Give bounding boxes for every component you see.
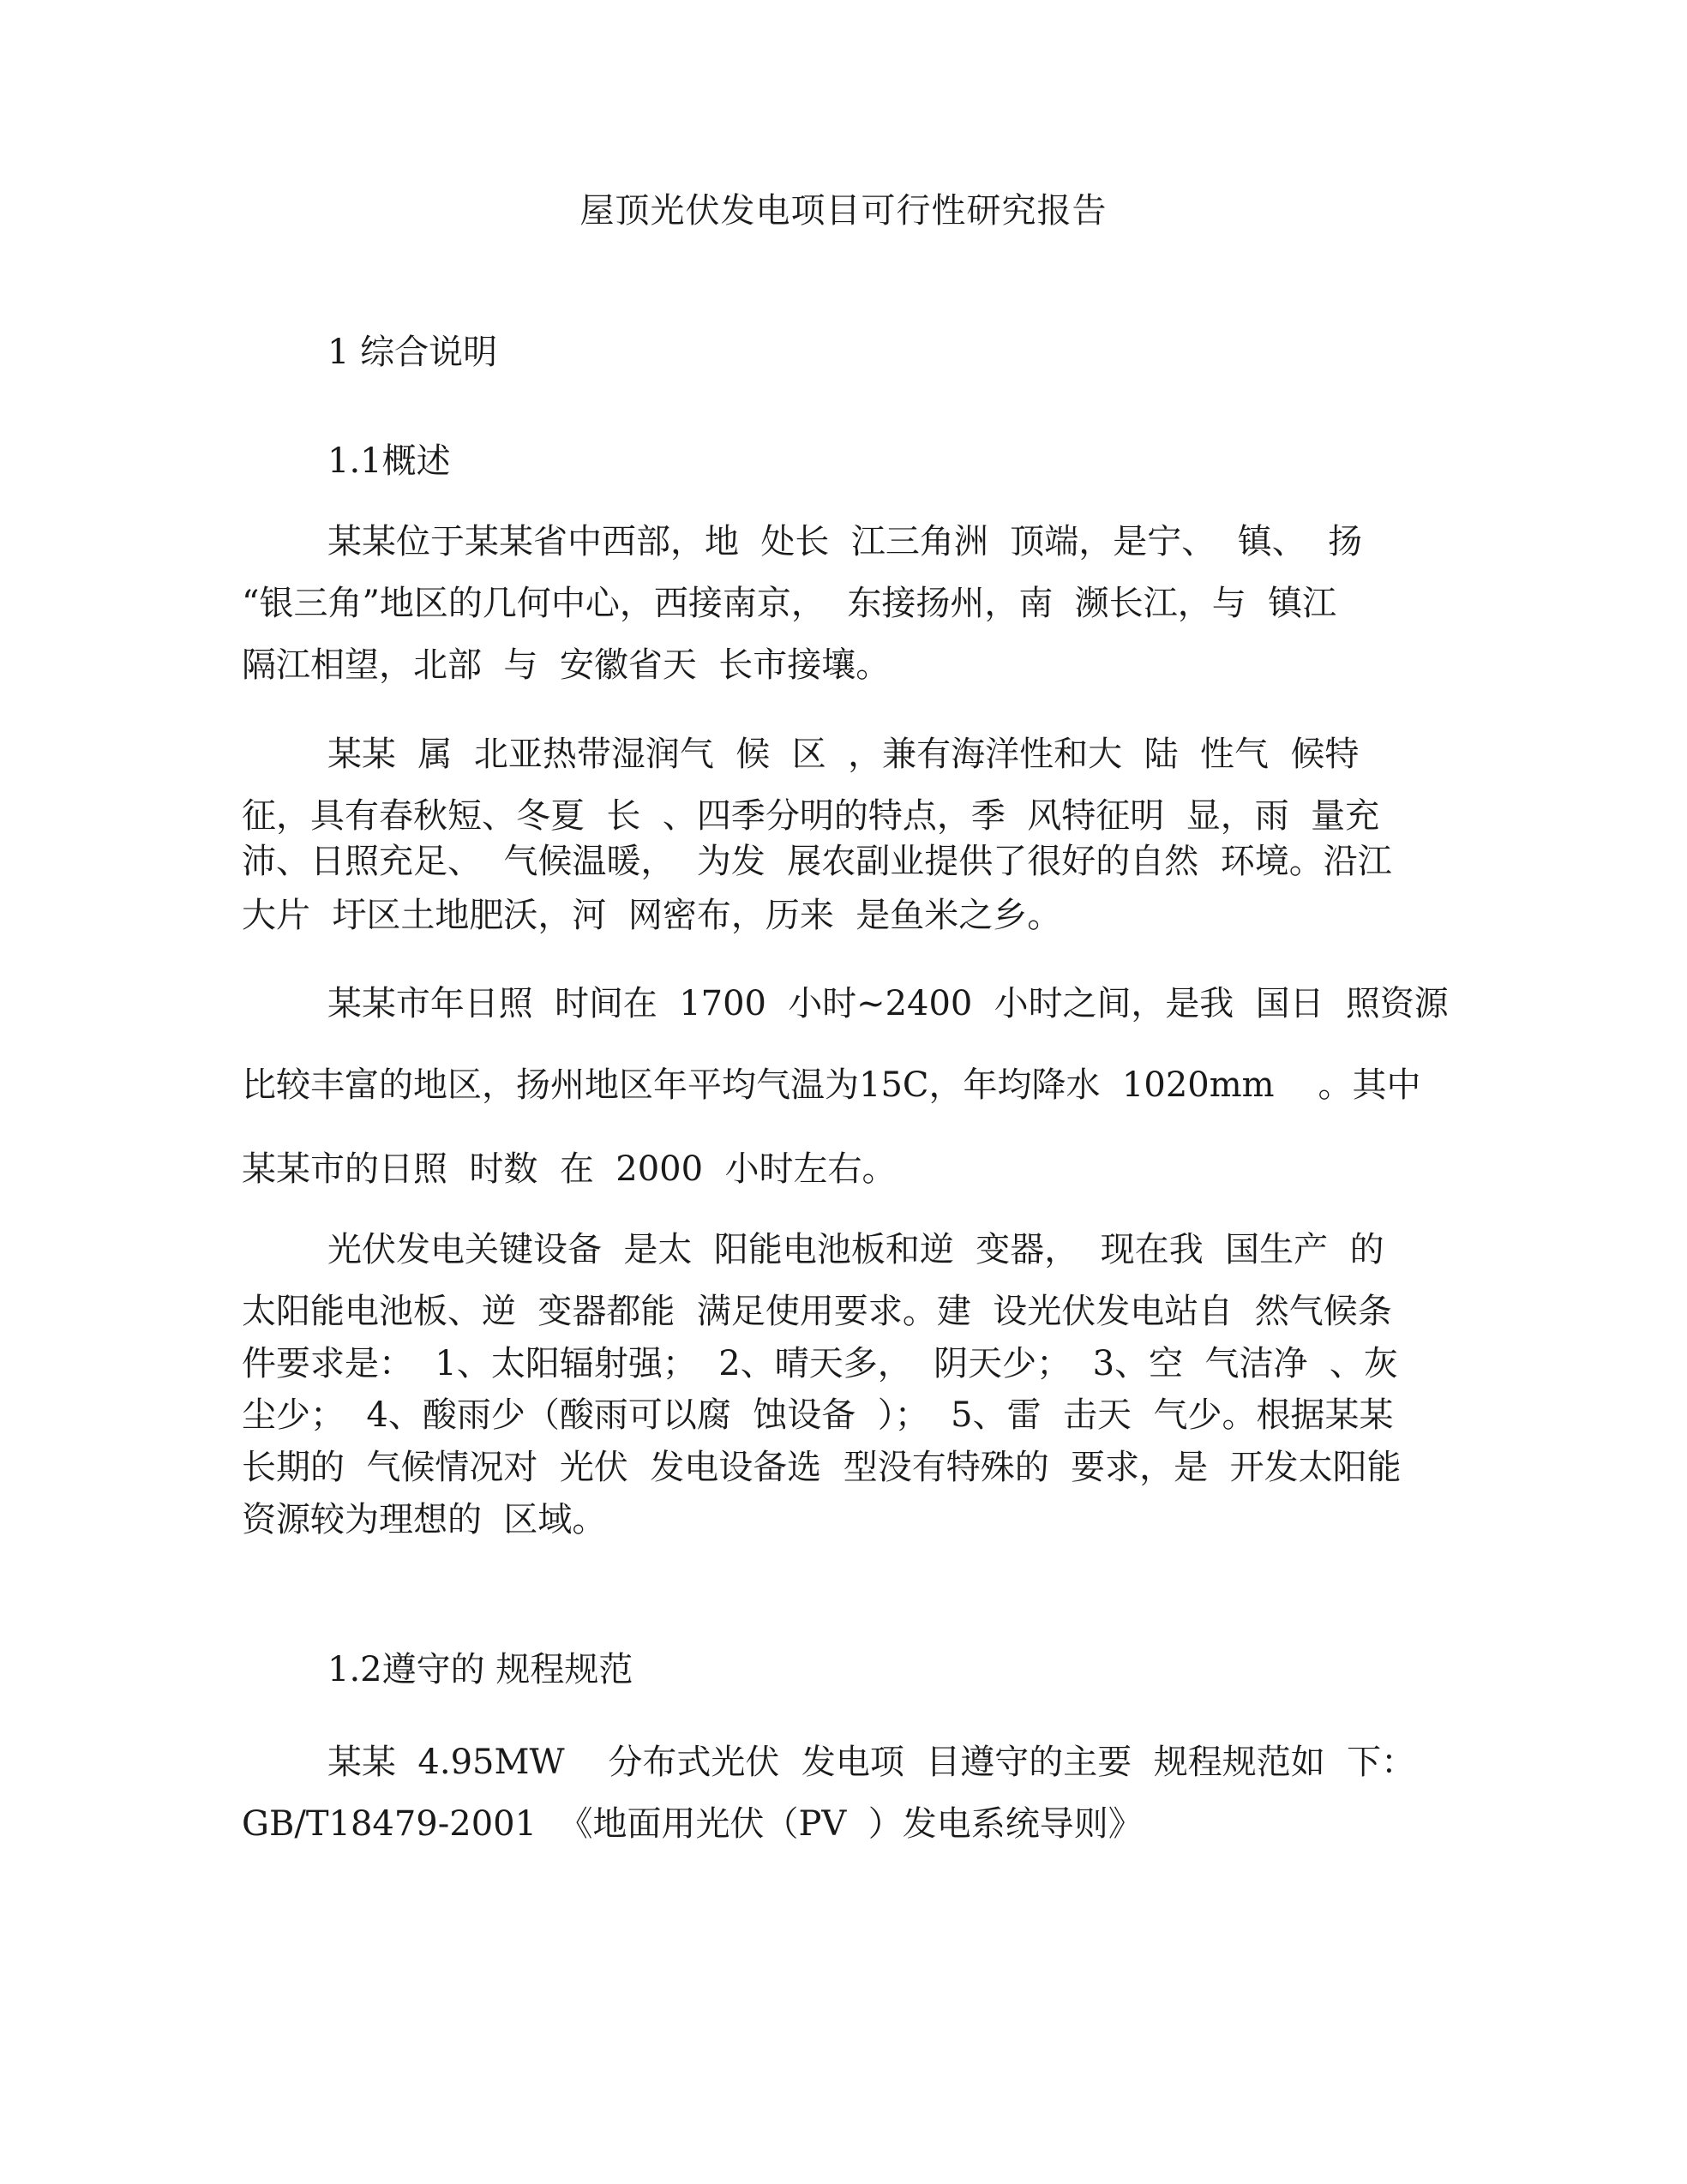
paragraph-2-line-3: 沛、日照充足、 气候温暖， 为发 展农副业提供了很好的自然 环境。沿江 (242, 842, 1392, 881)
paragraph-3-line-2: 比较丰富的地区，扬州地区年平均气温为15C，年均降水 1020mm 。其中 (242, 1065, 1421, 1105)
paragraph-1-line-1: 某某位于某某省中西部，地 处长 江三角洲 顶端，是宁、 镇、 扬 (327, 522, 1363, 561)
paragraph-3-line-1: 某某市年日照 时间在 1700 小时~2400 小时之间，是我 国日 照资源 (327, 984, 1449, 1023)
paragraph-2-line-4: 大片 圩区土地肥沃，河 网密布，历来 是鱼米之乡。 (242, 896, 1062, 935)
section-heading-1: 1 综合说明 (327, 333, 498, 372)
paragraph-1-line-3: 隔江相望，北部 与 安徽省天 长市接壤。 (242, 645, 891, 685)
paragraph-4-line-2: 太阳能电池板、逆 变器都能 满足使用要求。建 设光伏发电站自 然气候条 (242, 1292, 1392, 1331)
paragraph-4-line-4: 尘少； 4、酸雨少（酸雨可以腐 蚀设备 ）； 5、雷 击天 气少。根据某某 (242, 1395, 1394, 1435)
paragraph-5-line-1: 某某 4.95MW 分布式光伏 发电项 目遵守的主要 规程规范如 下： (327, 1743, 1416, 1782)
paragraph-2-line-1: 某某 属 北亚热带湿润气 候 区 ，兼有海洋性和大 陆 性气 候特 (327, 735, 1360, 774)
paragraph-4-line-3: 件要求是： 1、太阳辐射强； 2、晴天多， 阴天少； 3、空 气洁净 、灰 (242, 1344, 1398, 1383)
paragraph-3-line-3: 某某市的日照 时数 在 2000 小时左右。 (242, 1149, 897, 1189)
section-heading-1-1: 1.1概述 (327, 441, 451, 481)
paragraph-5-line-2: GB/T18479-2001 《地面用光伏（PV ）发电系统导则》 (242, 1804, 1143, 1844)
section-heading-1-2: 1.2遵守的 规程规范 (327, 1650, 633, 1689)
paragraph-2-line-2: 征，具有春秋短、冬夏 长 、四季分明的特点，季 风特征明 显，雨 量充 (242, 796, 1380, 836)
paragraph-4-line-6: 资源较为理想的 区域。 (242, 1500, 607, 1539)
document-title: 屋顶光伏发电项目可行性研究报告 (579, 191, 1108, 231)
paragraph-4-line-5: 长期的 气候情况对 光伏 发电设备选 型没有特殊的 要求，是 开发太阳能 (242, 1448, 1402, 1487)
paragraph-1-line-2: “银三角”地区的几何中心，西接南京， 东接扬州，南 濒长江，与 镇江 (242, 584, 1337, 623)
paragraph-4-line-1: 光伏发电关键设备 是太 阳能电池板和逆 变器， 现在我 国生产 的 (327, 1230, 1384, 1269)
